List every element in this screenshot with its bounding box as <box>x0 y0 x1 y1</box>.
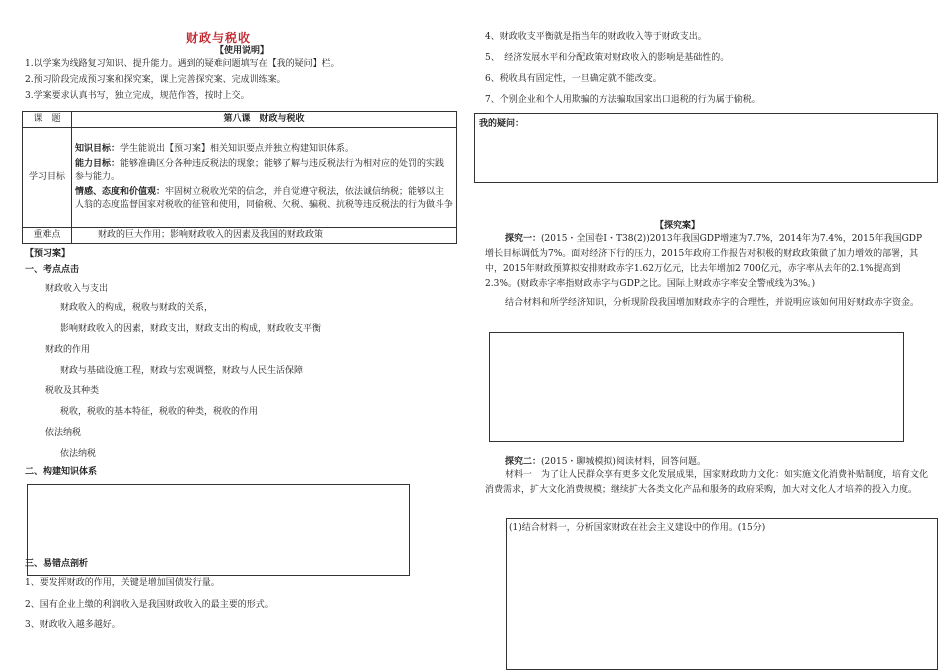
explore-q2-material: 材料一 为了让人民群众享有更多文化发展成果，国家财政助力文化：如实施文化消费补贴制度，培育文化消费需求，扩大文化消费规模；继续扩大各类文化产品和服务的政府采购，加大对文化人才培养的投入力度。 <box>485 470 929 495</box>
section-title: 一、考点点击 <box>25 265 80 275</box>
outline-item: 财政收入与支出 <box>45 284 109 294</box>
explore-q2: 探究二：(2015・聊城模拟)阅读材料，回答问题。 <box>505 457 706 467</box>
key-points-label: 重难点 <box>23 228 72 244</box>
outline-item: 税收及其种类 <box>45 386 100 396</box>
error-item: 2、国有企业上缴的利润收入是我国财政收入的最主要的形式。 <box>25 600 274 610</box>
explore-heading: 【探究案】 <box>655 221 701 231</box>
section-title: 三、易错点剖析 <box>25 559 89 569</box>
usage-item: 2.预习阶段完成预习案和探究案，课上完善探究案、完成训练案。 <box>25 75 286 85</box>
goals-label: 学习目标 <box>23 128 72 228</box>
section-title: 二、构建知识体系 <box>25 467 98 477</box>
goals-cell <box>72 128 457 228</box>
statement-item: 6、税收具有固定性，一旦确定就不能改变。 <box>485 74 662 84</box>
key-points-value: 财政的巨大作用；影响财政收入的因素及我国的财政政策 <box>72 228 457 244</box>
explore-q2-sub1: (1)结合材料一，分析国家财政在社会主义建设中的作用。(15分) <box>509 523 766 533</box>
outline-item: 财政与基础设施工程，财政与宏观调整，财政与人民生活保障 <box>60 366 304 376</box>
topic-value: 第八课 财政与税收 <box>72 112 457 128</box>
topic-label: 课 题 <box>23 112 72 128</box>
statement-item: 4、财政收支平衡就是指当年的财政收入等于财政支出。 <box>485 32 707 42</box>
error-item: 1、要发挥财政的作用，关键是增加国债发行量。 <box>25 578 220 588</box>
outline-item: 财政的作用 <box>45 345 91 355</box>
outline-item: 税收，税收的基本特征，税收的种类，税收的作用 <box>60 407 259 417</box>
goal-knowledge: 知识目标：学生能说出【预习案】相关知识要点并独立构建知识体系。 <box>75 144 355 154</box>
answer-box-2[interactable] <box>506 518 938 670</box>
explore-q1: 探究一：(2015・全国卷Ⅰ・T38(2))2013年我国GDP增速为7.7%，2014年为7.4%，2015年我国GDP增长目标调低为7%。面对经济下行的压力，2015年政府工作报告对积极的财政政策做了加力增效的部署，其中，2015年财政预算拟安排财政赤字1.62万亿元，比去年增加2 700亿元，赤字率从去年的2.1%提高到2.3%。(财政赤字率指财政赤字与GDP之比。国际上财政赤字率安全警戒线为3%。) <box>485 234 923 289</box>
error-item: 3、财政收入越多越好。 <box>25 620 121 630</box>
explore-q1-question: 结合材料和所学经济知识，分析现阶段我国增加财政赤字的合理性，并说明应该如何用好财政赤字资金。 <box>505 298 920 308</box>
usage-item: 1.以学案为线路复习知识、提升能力。遇到的疑难问题填写在【我的疑问】栏。 <box>25 59 340 69</box>
goal-ability: 能力目标：能够准确区分各种违反税法的现象；能够了解与违反税法行为相对应的处罚的实践参与能力。 <box>75 159 445 182</box>
page-title: 财政与税收 <box>186 31 252 45</box>
preview-heading: 【预习案】 <box>25 249 71 259</box>
doubts-box[interactable] <box>474 113 938 183</box>
outline-item: 影响财政收入的因素，财政支出，财政支出的构成，财政收支平衡 <box>60 324 322 334</box>
usage-item: 3.学案要求认真书写，独立完成，规范作答，按时上交。 <box>25 91 250 101</box>
outline-item: 财政收入的构成，税收与财政的关系， <box>60 303 214 313</box>
statement-item: 7、个别企业和个人用欺骗的方法骗取国家出口退税的行为属于偷税。 <box>485 95 761 105</box>
doubts-label: 我的疑问： <box>479 119 525 129</box>
goal-attitude: 情感、态度和价值观：牢固树立税收光荣的信念，并自觉遵守税法，依法诚信纳税；能够以主人翁的态度监督国家对税收的征管和使用，同偷税、欠税、骗税、抗税等违反税法的行为做斗争 <box>75 187 454 210</box>
lesson-table <box>22 111 457 244</box>
usage-heading: 【使用说明】 <box>215 46 270 56</box>
outline-item: 依法纳税 <box>60 449 97 459</box>
outline-item: 依法纳税 <box>45 428 82 438</box>
statement-item: 5、 经济发展水平和分配政策对财政收入的影响是基础性的。 <box>485 53 730 63</box>
answer-box-1[interactable] <box>489 332 904 442</box>
